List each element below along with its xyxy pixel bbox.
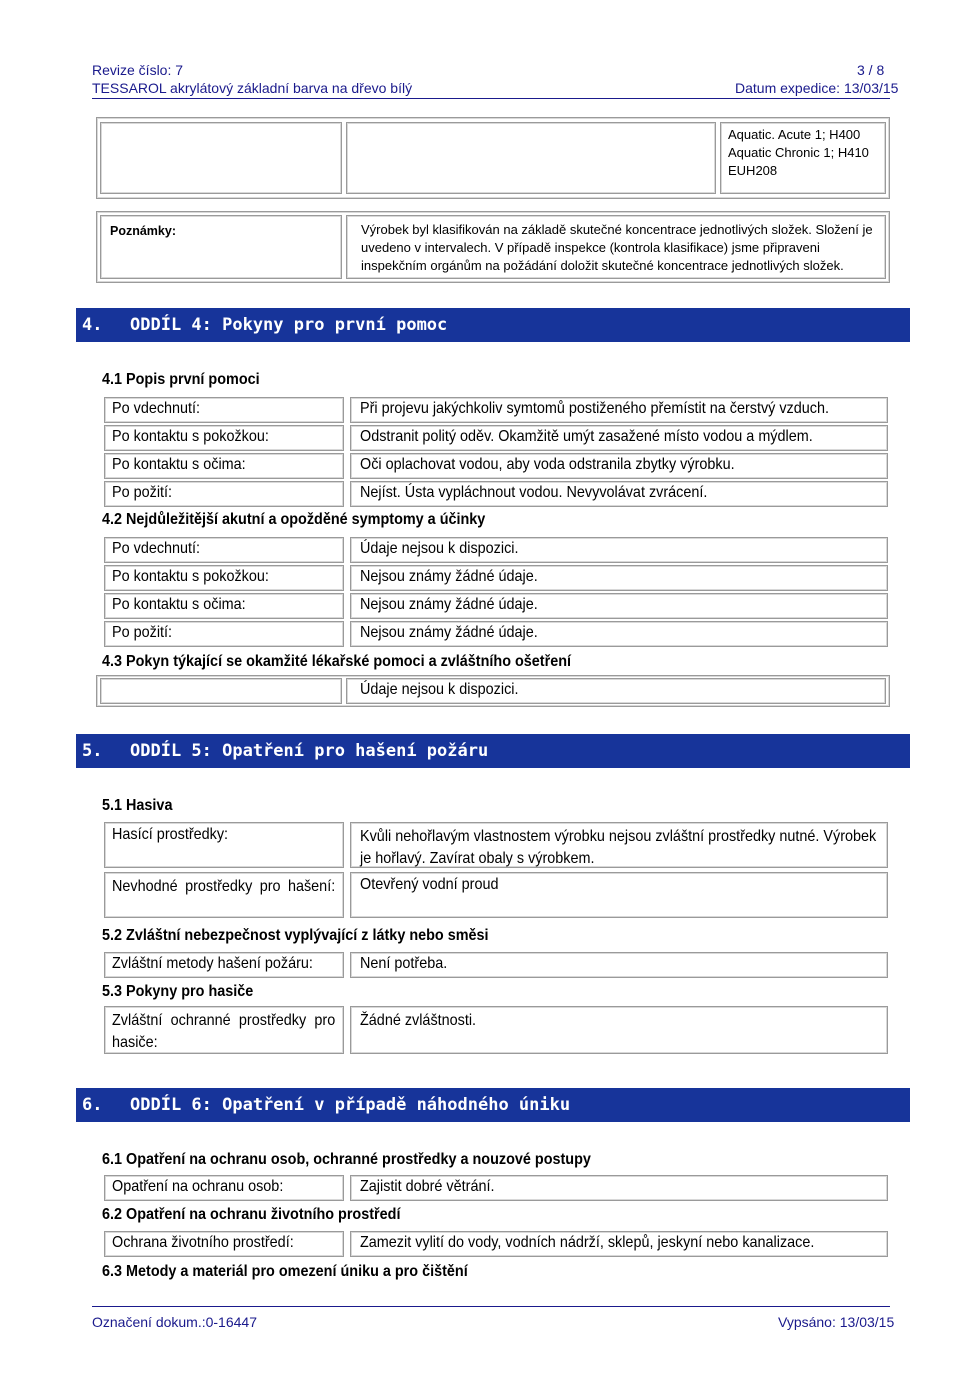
- subsection-6-1-title: 6.1 Opatření na ochranu osob, ochranné prostředky a nouzové postupy: [102, 1151, 591, 1168]
- s51-row-value: Kvůli nehořlavým vlastnostem výrobku nejsou zvláštní prostředky nutné. Výrobek je hořlavý. Zavírat obaly s výrobkem.: [360, 828, 877, 867]
- document-id: Označení dokum.:0-16447: [92, 1314, 257, 1330]
- subsection-4-3-title: 4.3 Pokyn týkající se okamžité lékařské pomoci a zvláštního ošetření: [102, 653, 572, 670]
- s51-row-value: Otevřený vodní proud: [360, 876, 499, 893]
- footer-rule: [92, 1306, 890, 1307]
- s41-row-label: Po požití:: [112, 484, 173, 501]
- subsection-6-3-title: 6.3 Metody a materiál pro omezení úniku a pro čištění: [102, 1263, 468, 1280]
- section-4-number: 4.: [82, 315, 103, 335]
- s53-label: Zvláštní ochranné prostředky pro hasiče:: [112, 1012, 336, 1051]
- section-5-number: 5.: [82, 741, 103, 761]
- s42-row-value: Nejsou známy žádné údaje.: [360, 596, 538, 613]
- s62-value: Zamezit vylití do vody, vodních nádrží, sklepů, jeskyní nebo kanalizace.: [360, 1234, 815, 1251]
- section-6-number: 6.: [82, 1095, 103, 1115]
- s42-row-label: Po kontaktu s očima:: [112, 596, 246, 613]
- subsection-6-2-title: 6.2 Opatření na ochranu životního prostředí: [102, 1206, 401, 1223]
- section-4-title: ODDÍL 4: Pokyny pro první pomoc: [130, 315, 448, 335]
- header-rule: [92, 98, 890, 99]
- section-5-header: [76, 734, 910, 768]
- s41-row-label: Po kontaktu s očima:: [112, 456, 246, 473]
- s51-row-label: Hasící prostředky:: [112, 826, 229, 843]
- section-5-title: ODDÍL 5: Opatření pro hašení požáru: [130, 741, 489, 761]
- s41-row-value: Při projevu jakýchkoliv symtomů postiženého přemístit na čerstvý vzduch.: [360, 400, 829, 417]
- s41-row-value: Odstranit politý oděv. Okamžitě umýt zasažené místo vodou a mýdlem.: [360, 428, 813, 445]
- issue-date: Datum expedice: 13/03/15: [735, 80, 899, 96]
- s61-label: Opatření na ochranu osob:: [112, 1178, 284, 1195]
- s41-row-label: Po vdechnutí:: [112, 400, 201, 417]
- written-date: Vypsáno: 13/03/15: [778, 1314, 895, 1330]
- subsection-4-1-title: 4.1 Popis první pomoci: [102, 371, 260, 388]
- classification-line-2: Aquatic Chronic 1; H410: [728, 145, 869, 160]
- s61-value: Zajistit dobré větrání.: [360, 1178, 495, 1195]
- classification-line-3: EUH208: [728, 163, 778, 178]
- product-name: TESSAROL akrylátový základní barva na dřevo bílý: [92, 80, 413, 96]
- classification-cell-empty-1: [100, 122, 342, 194]
- s43-label-box: [100, 678, 342, 704]
- s53-value: Žádné zvláštnosti.: [360, 1012, 477, 1029]
- subsection-4-2-title: 4.2 Nejdůležitější akutní a opožděné symptomy a účinky: [102, 511, 486, 528]
- s42-row-value: Údaje nejsou k dispozici.: [360, 540, 519, 557]
- s62-label: Ochrana životního prostředí:: [112, 1234, 294, 1251]
- s42-row-label: Po požití:: [112, 624, 173, 641]
- classification-line-1: Aquatic. Acute 1; H400: [728, 127, 861, 142]
- s43-value: Údaje nejsou k dispozici.: [360, 681, 519, 698]
- s42-row-label: Po kontaktu s pokožkou:: [112, 568, 269, 585]
- section-6-title: ODDÍL 6: Opatření v případě náhodného úniku: [130, 1095, 571, 1115]
- notes-text: Výrobek byl klasifikován na základě skutečné koncentrace jednotlivých složek. Složení je uvedeno v intervalech. V případě inspekce (kontrola klasifikace) jsme připraveni inspekčním orgánům na požádání doložit skutečné koncentrace jednotlivých složek.: [361, 222, 873, 273]
- subsection-5-1-title: 5.1 Hasiva: [102, 797, 173, 814]
- s41-row-label: Po kontaktu s pokožkou:: [112, 428, 269, 445]
- section-6-header: [76, 1088, 910, 1122]
- s41-row-value: Nejíst. Ústa vypláchnout vodou. Nevyvolávat zvrácení.: [360, 484, 708, 501]
- s51-row-label: Nevhodné prostředky pro hašení:: [112, 878, 336, 895]
- s42-row-label: Po vdechnutí:: [112, 540, 201, 557]
- subsection-5-3-title: 5.3 Pokyny pro hasiče: [102, 983, 254, 1000]
- section-4-header: [76, 308, 910, 342]
- subsection-5-2-title: 5.2 Zvláštní nebezpečnost vyplývající z látky nebo směsi: [102, 927, 489, 944]
- s42-row-value: Nejsou známy žádné údaje.: [360, 624, 538, 641]
- s42-row-value: Nejsou známy žádné údaje.: [360, 568, 538, 585]
- s52-label: Zvláštní metody hašení požáru:: [112, 955, 313, 972]
- classification-cell-empty-2: [346, 122, 716, 194]
- notes-label: Poznámky:: [110, 224, 176, 238]
- page-number: 3 / 8: [857, 62, 885, 78]
- s41-row-value: Oči oplachovat vodou, aby voda odstranila zbytky výrobku.: [360, 456, 735, 473]
- revision-number: Revize číslo: 7: [92, 62, 184, 78]
- s52-value: Není potřeba.: [360, 955, 448, 972]
